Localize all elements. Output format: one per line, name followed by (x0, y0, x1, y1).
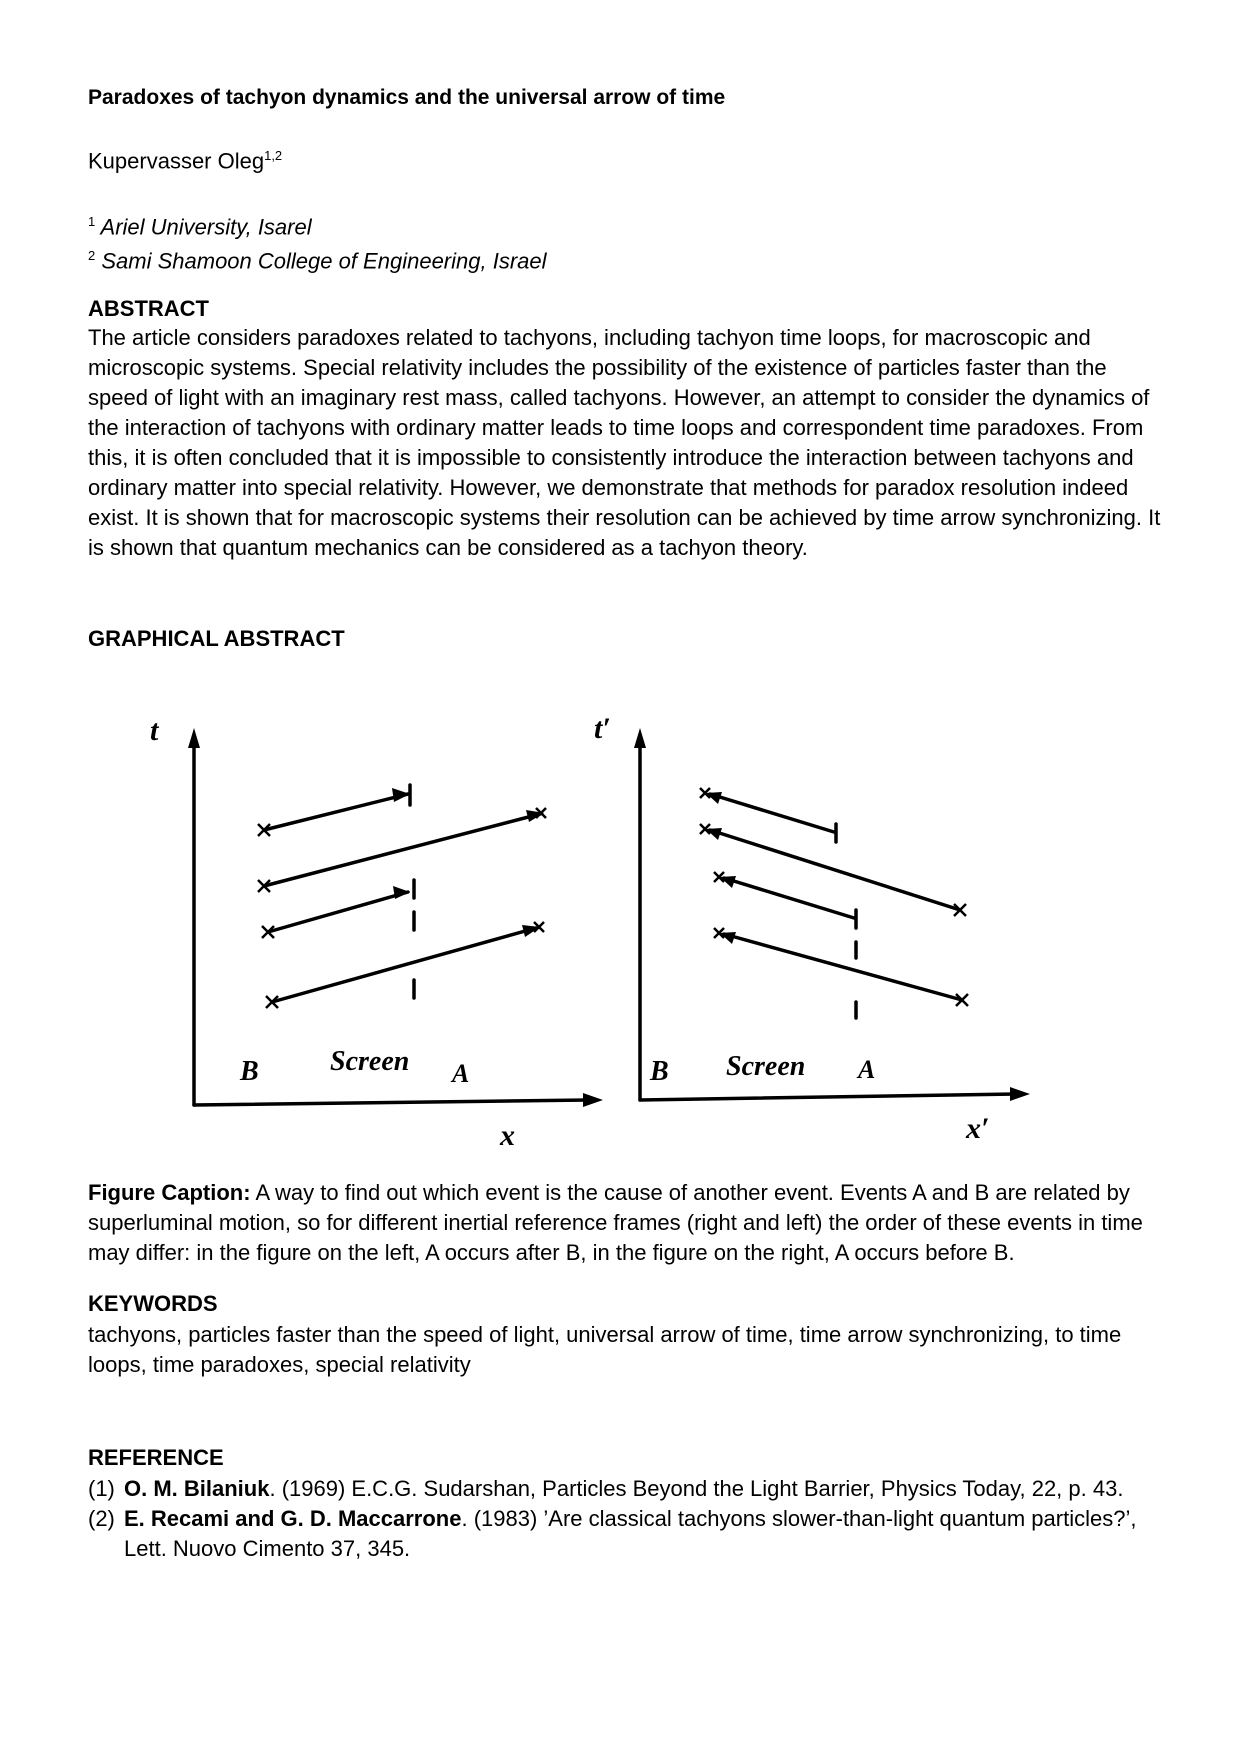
abstract-heading: ABSTRACT (88, 296, 209, 321)
right-line-3 (724, 878, 854, 918)
left-line-3 (268, 892, 408, 932)
left-line-2 (264, 814, 540, 886)
author-line (88, 148, 282, 174)
left-screen-label: Screen (330, 1046, 410, 1077)
right-a-label: A (858, 1055, 876, 1084)
right-screen-label: Screen (726, 1051, 806, 1082)
reference-number: (2) (88, 1506, 115, 1531)
keywords-text: tachyons, particles faster than the speed of light, universal arrow of time, time arrow synchronizing, to time loops, time paradoxes, special relativity (88, 1322, 1122, 1377)
reference-number: (1) (88, 1476, 115, 1501)
right-line-4 (724, 934, 962, 1000)
references-list (88, 1474, 1178, 1564)
left-a-label: A (452, 1059, 470, 1088)
reference-item (88, 1474, 1178, 1504)
paper-title: Paradoxes of tachyon dynamics and the universal arrow of time (88, 86, 726, 109)
reference-details: . (1969) E.C.G. Sudarshan, Particles Beyond the Light Barrier, Physics Today, 22, p. 43. (269, 1476, 1124, 1501)
abstract-text: The article considers paradoxes related to tachyons, including tachyon time loops, for macroscopic and microscopic systems. Special relativity includes the possibility of the existence of particles faster than the speed of light with an imaginary rest mass, called tachyons. However, an attempt to consider the dynamics of the interaction of tachyons with ordinary matter leads to time loops and correspondent time paradoxes. From this, it is often concluded that it is impossible to consistently introduce the interaction between tachyons and ordinary matter into special relativity. However, we demonstrate that methods for paradox resolution indeed exist. It is shown that for macroscopic systems their resolution can be achieved by time arrow synchronizing. It is shown that quantum mechanics can be considered as a tachyon theory. (88, 325, 1161, 560)
left-line-4 (272, 928, 536, 1002)
author-name: Kupervasser Oleg (88, 148, 265, 174)
figure-caption (88, 1178, 1168, 1268)
right-b-label: B (650, 1056, 669, 1087)
references-heading: REFERENCE (88, 1445, 224, 1470)
affiliation-2: $^2$ Sami Shamoon College of Engineering, Israel (88, 248, 547, 274)
reference-authors: O. M. Bilaniuk (124, 1476, 270, 1501)
right-line-1 (710, 794, 834, 832)
right-x-axis (640, 1094, 1016, 1100)
keywords-heading: KEYWORDS (88, 1291, 218, 1316)
graphical-abstract-heading: GRAPHICAL ABSTRACT (88, 626, 345, 651)
left-t-label: t (150, 714, 159, 747)
affiliation-1: $^1$ Ariel University, Isarel (88, 214, 312, 240)
left-x-axis (194, 1100, 588, 1105)
right-t-label: t′ (594, 712, 611, 745)
affiliations (88, 207, 547, 276)
reference-details: . (1983) ’Are classical tachyons slower-than-light quantum particles?’, Lett. Nuovo Cimento 37, 345. (124, 1506, 1137, 1561)
author-superscript: 1,2 (264, 148, 283, 163)
reference-authors: E. Recami and G. D. Maccarrone (124, 1506, 462, 1531)
right-x-label: x′ (966, 1112, 990, 1145)
left-x-label: x (500, 1119, 515, 1150)
left-b-label: B (240, 1056, 259, 1087)
caption-label: Figure Caption: (88, 1180, 251, 1205)
graphical-abstract-figure (88, 700, 1048, 1150)
left-line-1 (264, 794, 408, 830)
caption-text: A way to find out which event is the cause of another event. Events A and B are related by superluminal motion, so for different inertial reference frames (right and left) the order of these events in time may differ: in the figure on the left, A occurs after B, in the figure on the right, A occurs before B. (88, 1180, 1143, 1265)
reference-item (88, 1504, 1178, 1564)
